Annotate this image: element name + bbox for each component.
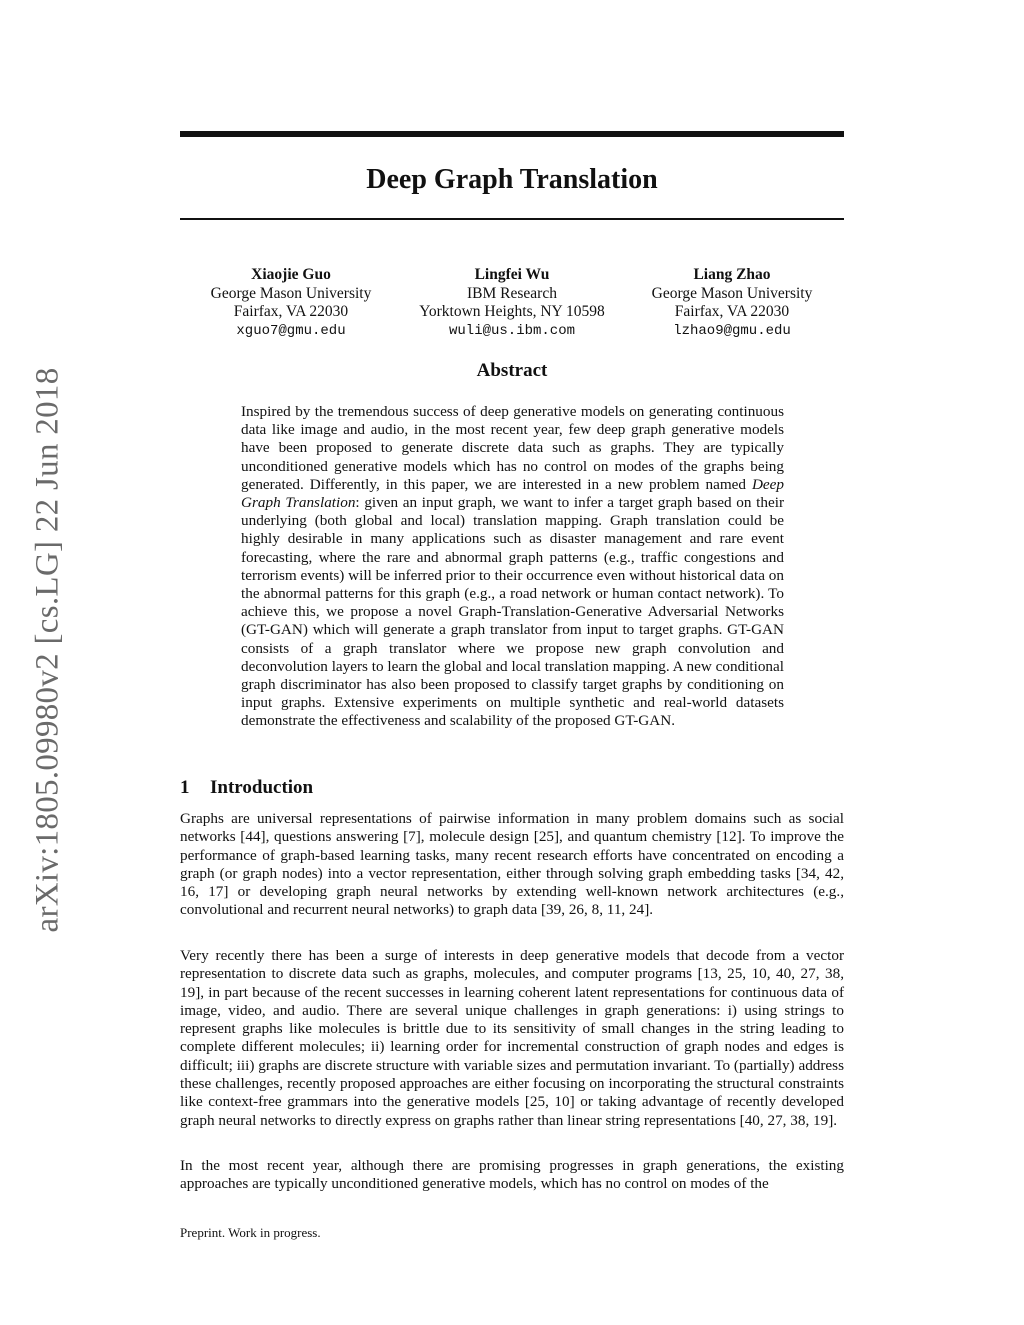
author-name: Liang Zhao <box>693 266 771 283</box>
author-affiliation: IBM Research <box>467 284 557 302</box>
section-title: Introduction <box>210 777 314 798</box>
arxiv-identifier-stamp: arXiv:1805.09980v2 [cs.LG] 22 Jun 2018 <box>29 367 66 933</box>
abstract-text-end: : given an input graph, we want to infer a target graph based on their underlying (both global and local) translation mapping. Graph translation could be highly desirable in many applications such as disaster management and rare event forecasting, where the rare and abnormal graph patterns (e.g., traffic congestions and terrorism events) will be inferred prior to their occurrence even without historical data on the abnormal patterns for this graph (e.g., a road network or human contact network). To achieve this, we propose a novel Graph-Translation-Generative Adversarial Networks (GT-GAN) which will generate a graph translator from input to target graphs. GT-GAN consists of a graph translator where we propose new graph convolution and deconvolution layers to learn the global and local translation mapping. A new conditional graph discriminator has also been proposed to classify target graphs by conditioning on input graphs. Extensive experiments on multiple synthetic and real-world datasets demonstrate the effectiveness and scalability of the proposed GT-GAN. <box>241 494 785 730</box>
title-rule-top <box>180 131 844 137</box>
body-paragraph: Very recently there has been a surge of interests in deep generative models that decode from a vector representation to discrete data such as graphs, molecules, and computer programs [13, 25, 10, 40, 27, 38, 19], in part because of the recent successes in learning coherent latent representations for continuous data of image, video, and audio. There are several unique challenges in graph generations: i) using strings to represent graphs like molecules is brittle due to its sensitivity of small changes in the string leading to complete different molecules; ii) learning order for incremental construction of graph nodes and edges is difficult; iii) graphs are discrete structure with variable sizes and permutation invariant. To (partially) address these challenges, recently proposed approaches are either focusing on incorporating the structural constraints like context-free grammars into the generative models [25, 10] or taking advantage of recently developed graph neural networks to directly express on graphs rather than linear string representations [40, 27, 38, 19]. <box>180 947 844 1129</box>
author-name: Lingfei Wu <box>474 266 550 283</box>
author-email: wuli@us.ibm.com <box>448 322 576 339</box>
paper-title: Deep Graph Translation <box>366 164 658 195</box>
author-location: Fairfax, VA 22030 <box>233 303 349 320</box>
author-1 <box>171 266 411 340</box>
section-heading <box>180 776 844 800</box>
author-3 <box>612 266 852 340</box>
title-rule-bottom <box>180 218 844 220</box>
author-email: xguo7@gmu.edu <box>236 322 346 339</box>
author-2 <box>392 266 632 340</box>
author-location: Fairfax, VA 22030 <box>674 303 790 320</box>
abstract-emphasis: Deep Graph Translation <box>241 475 784 512</box>
body-paragraph: In the most recent year, although there are promising progresses in graph generations, the existing approaches are typically unconditioned generative models, which has no control on modes of the <box>180 1157 844 1193</box>
abstract-text-start: Inspired by the tremendous success of deep generative models on generating continuous data like image and audio, in the most recent year, few deep graph generative models have been proposed to generate discrete data such as graphs. They are typically unconditioned generative models which has no control on modes of the graphs being generated. Differently, in this paper, we are interested in a new problem named <box>241 403 784 493</box>
abstract-text <box>241 403 784 731</box>
author-email: lzhao9@gmu.edu <box>673 322 791 339</box>
section-number: 1 <box>180 777 190 798</box>
author-location: Yorktown Heights, NY 10598 <box>419 303 605 320</box>
author-name: Xiaojie Guo <box>251 266 331 283</box>
author-affiliation: George Mason University <box>210 284 372 302</box>
abstract-heading: Abstract <box>476 360 548 381</box>
footer-note: Preprint. Work in progress. <box>180 1225 321 1240</box>
body-paragraph: Graphs are universal representations of pairwise information in many problem domains such as social networks [44], questions answering [7], molecule design [25], and quantum chemistry [12]. To improve the performance of graph-based learning tasks, many recent research efforts have concentrated on encoding a graph (or graph nodes) into a vector representation, either through solving graph embedding tasks [34, 42, 16, 17] or developing graph neural networks by extending well-known network architectures (e.g., convolutional and recurrent neural networks) to graph data [39, 26, 8, 11, 24]. <box>180 810 844 919</box>
author-affiliation: George Mason University <box>651 284 813 302</box>
